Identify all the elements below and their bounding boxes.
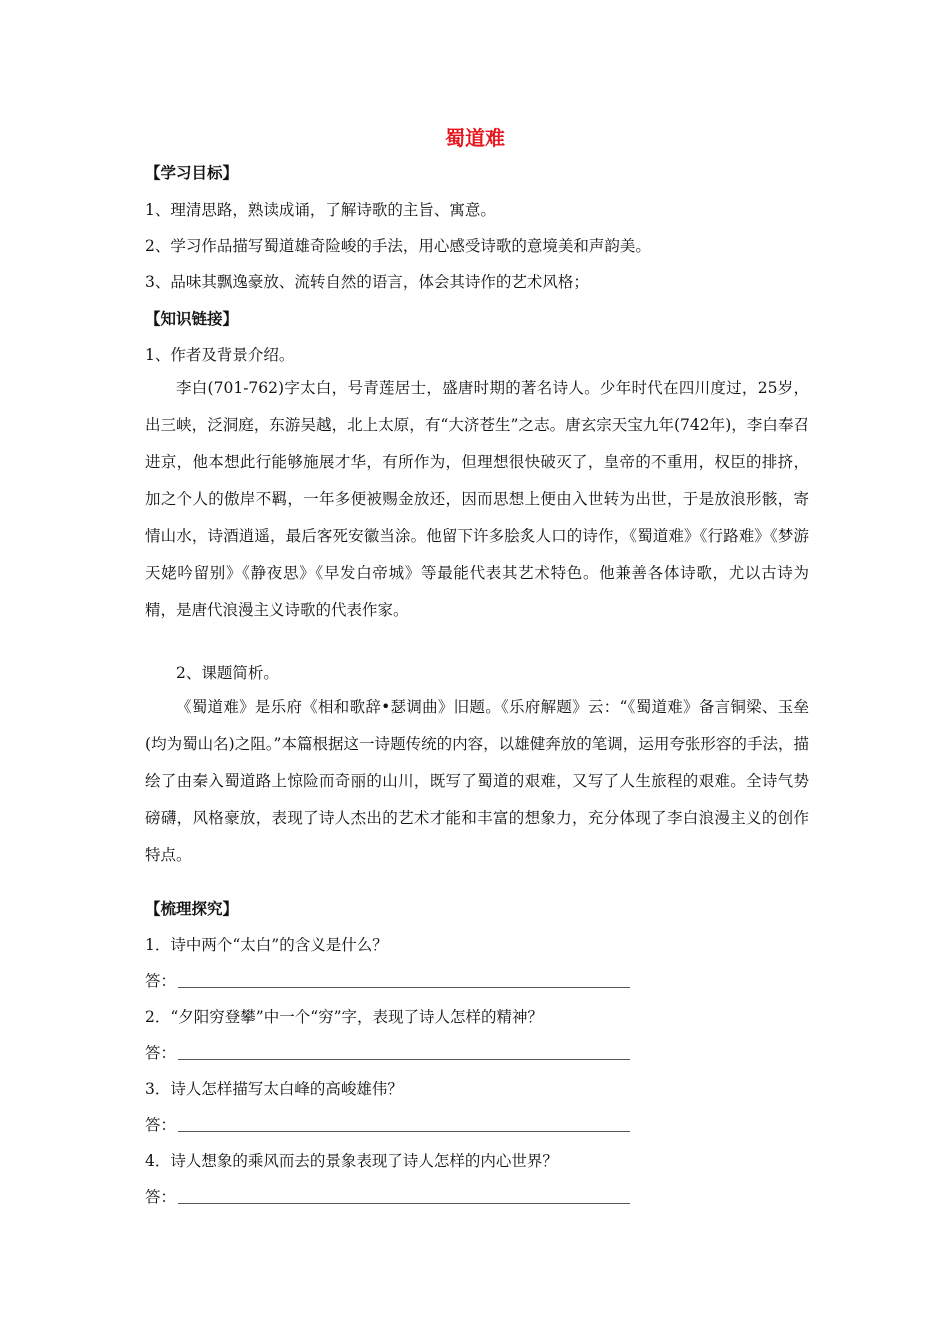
question-item: 1．诗中两个“太白”的含义是什么？	[145, 936, 388, 954]
objective-item: 1、理清思路，熟读成诵，了解诗歌的主旨、寓意。	[145, 201, 496, 219]
objective-item: 2、学习作品描写蜀道雄奇险峻的手法，用心感受诗歌的意境美和声韵美。	[145, 237, 651, 255]
title-analysis-title: 2、课题简析。	[176, 664, 279, 682]
inquiry-heading: 【梳理探究】	[145, 899, 239, 918]
answer-label: 答：	[145, 972, 177, 990]
author-section-title: 1、作者及背景介绍。	[145, 346, 295, 364]
knowledge-heading: 【知识链接】	[145, 309, 239, 328]
objectives-heading: 【学习目标】	[145, 163, 239, 182]
objective-item: 3、品味其飘逸豪放、流转自然的语言，体会其诗作的艺术风格；	[145, 273, 589, 291]
answer-blank-line[interactable]	[178, 1131, 630, 1132]
answer-label: 答：	[145, 1188, 177, 1206]
answer-blank-line[interactable]	[178, 1203, 630, 1204]
answer-blank-line[interactable]	[178, 987, 630, 988]
question-item: 2．“夕阳穷登攀”中一个“穷”字，表现了诗人怎样的精神？	[145, 1008, 544, 1026]
answer-blank-line[interactable]	[178, 1059, 630, 1060]
answer-label: 答：	[145, 1044, 177, 1062]
answer-label: 答：	[145, 1116, 177, 1134]
author-paragraph: 李白(701-762)字太白，号青莲居士，盛唐时期的著名诗人。少年时代在四川度过，25岁，出三峡，泛洞庭，东游吴越，北上太原，有“大济苍生”之志。唐玄宗天宝九年(742年)，李白奉召进京，他本想此行能够施展才华，有所作为，但理想很快破灭了，皇帝的不重用，权臣的排挤，加之个人的傲岸不羁，一年多便被赐金放还，因而思想上便由入世转为出世，于是放浪形骸，寄情山水，诗酒逍遥，最后客死安徽当涂。他留下许多脍炙人口的诗作，《蜀道难》《行路难》《梦游天姥吟留别》《静夜思》《早发白帝城》等最能代表其艺术特色。他兼善各体诗歌，尤以古诗为精，是唐代浪漫主义诗歌的代表作家。	[145, 379, 809, 619]
document-title: 蜀道难	[445, 126, 505, 150]
question-item: 4．诗人想象的乘风而去的景象表现了诗人怎样的内心世界？	[145, 1152, 558, 1170]
title-analysis-paragraph: 《蜀道难》是乐府《相和歌辞•瑟调曲》旧题。《乐府解题》云：“《蜀道难》备言铜梁、玉垒(均为蜀山名)之阻。”本篇根据这一诗题传统的内容，以雄健奔放的笔调，运用夸张形容的手法，描绘了由秦入蜀道路上惊险而奇丽的山川，既写了蜀道的艰难，又写了人生旅程的艰难。全诗气势磅礴，风格豪放，表现了诗人杰出的艺术才能和丰富的想象力，充分体现了李白浪漫主义的创作特点。	[145, 698, 809, 864]
question-item: 3．诗人怎样描写太白峰的高峻雄伟？	[145, 1080, 403, 1098]
